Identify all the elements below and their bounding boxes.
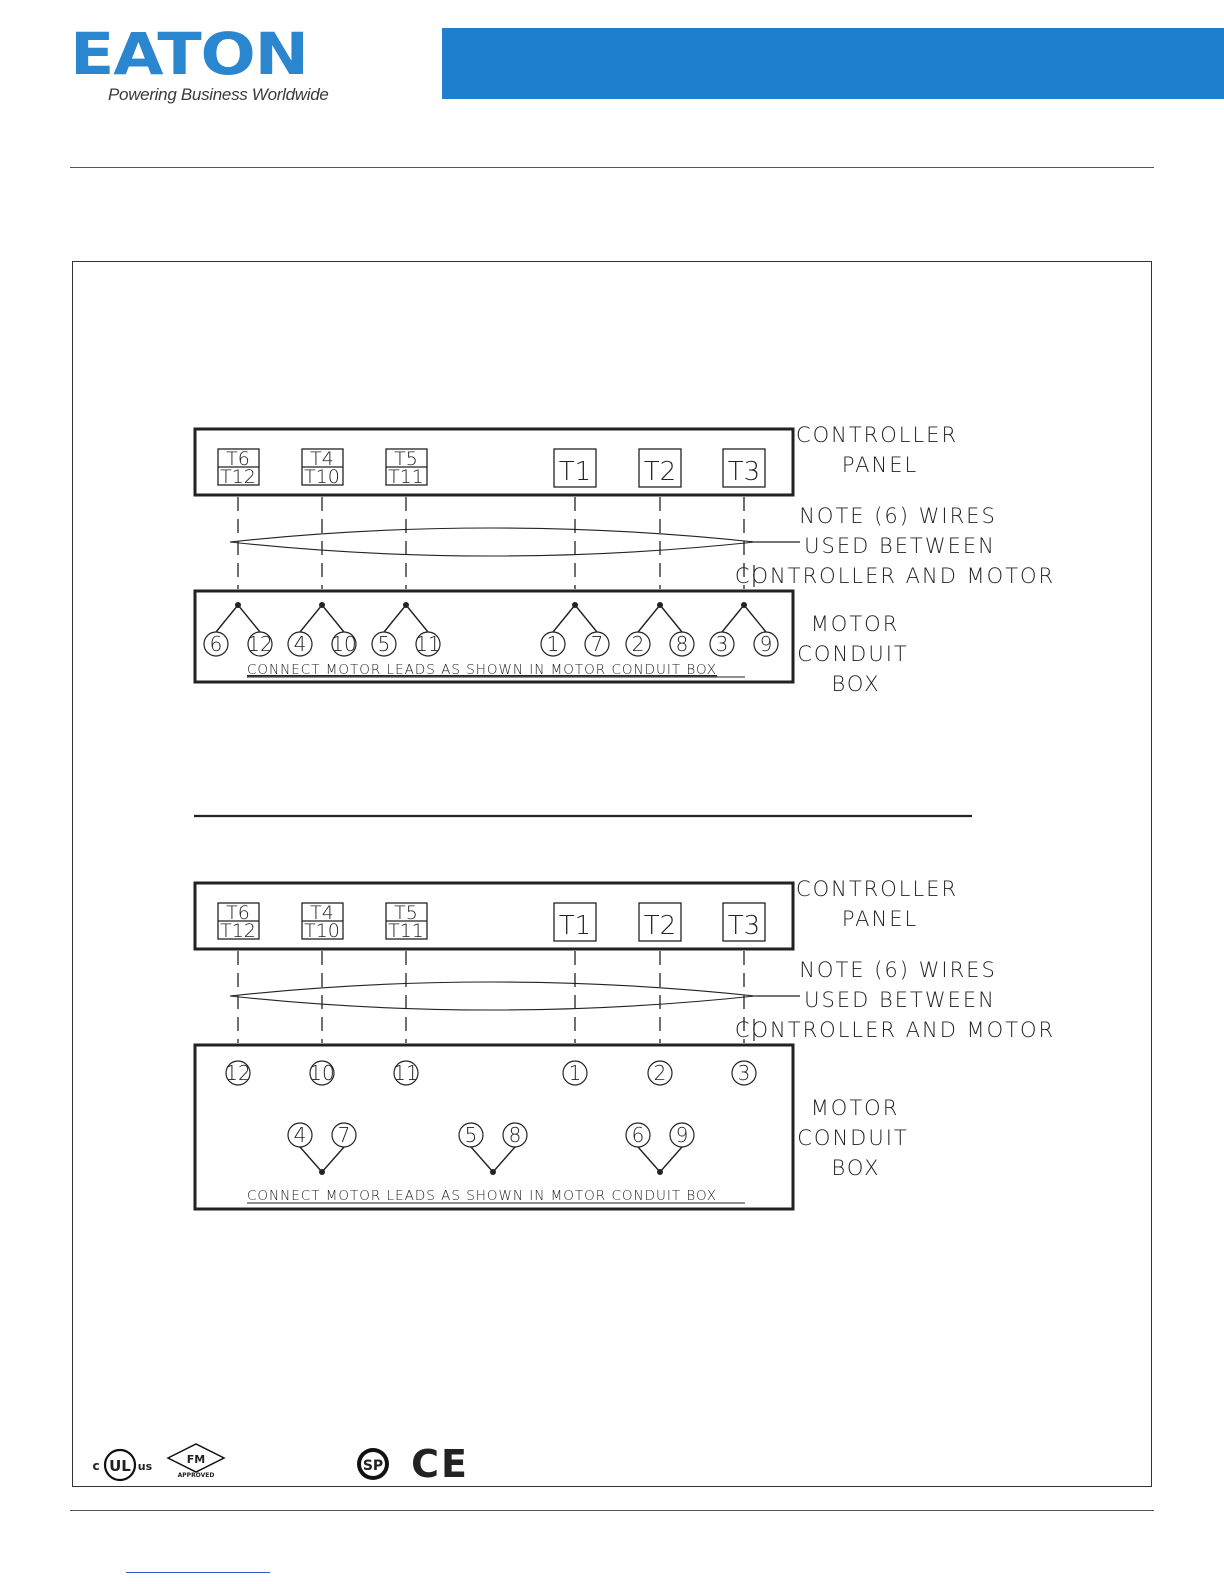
- lead-2-label: 2: [653, 1061, 667, 1085]
- lead-join: [300, 1147, 322, 1172]
- panel-label: PANEL: [841, 907, 919, 931]
- conduit-label: CONDUIT: [797, 1126, 909, 1150]
- lead-5-label: 5: [464, 1123, 478, 1147]
- note-label: USED BETWEEN: [804, 534, 996, 558]
- terminal-t1: T1: [558, 457, 592, 487]
- terminal-t11: T11: [388, 920, 424, 942]
- motor-conduit-box: [195, 1045, 793, 1209]
- ce-mark: CE: [411, 1442, 469, 1486]
- certification-marks: [92, 1442, 468, 1486]
- terminal-t2: T2: [643, 457, 677, 487]
- terminal-t10: T10: [304, 920, 340, 942]
- lead-12-label: 12: [225, 1061, 251, 1085]
- connect-instruction: CONNECT MOTOR LEADS AS SHOWN IN MOTOR CONDUIT BOX: [247, 662, 718, 678]
- lead-branch: [575, 605, 597, 632]
- cable-bundle: [230, 982, 755, 1010]
- fm-approved-text: APPROVED: [177, 1472, 215, 1479]
- lead-12-label: 12: [247, 632, 273, 656]
- lead-branch: [722, 605, 744, 632]
- lead-branch: [744, 605, 766, 632]
- csa-letters: SP: [362, 1458, 384, 1474]
- fm-letters: FM: [186, 1453, 206, 1466]
- terminal-t11: T11: [388, 466, 424, 488]
- junction-dot: [657, 1169, 663, 1175]
- terminal-t1: T1: [558, 911, 592, 941]
- lead-6-label: 6: [631, 1123, 645, 1147]
- motor-label: MOTOR: [810, 612, 900, 636]
- lead-9-label: 9: [759, 632, 773, 656]
- controller-label: CONTROLLER: [795, 877, 959, 901]
- lead-8-label: 8: [675, 632, 689, 656]
- lead-7-label: 7: [337, 1123, 351, 1147]
- diagram-2: [195, 877, 1055, 1209]
- cul-c-letter: c: [92, 1459, 100, 1473]
- lead-branch: [238, 605, 260, 632]
- lead-5-label: 5: [377, 632, 391, 656]
- terminal-t10: T10: [304, 466, 340, 488]
- cable-bundle: [230, 528, 755, 556]
- cul-us-letters: us: [137, 1460, 153, 1473]
- lead-join: [493, 1147, 515, 1172]
- junction-dot: [319, 1169, 325, 1175]
- terminal-t12: T12: [220, 466, 256, 488]
- lead-branch: [384, 605, 406, 632]
- lead-3-label: 3: [715, 632, 729, 656]
- lead-10-label: 10: [331, 632, 357, 656]
- note-label: CONTROLLER AND MOTOR: [734, 1018, 1056, 1042]
- lead-branch: [638, 605, 660, 632]
- ul-letters: UL: [109, 1457, 131, 1475]
- conduit-label: CONDUIT: [797, 642, 909, 666]
- note-label: NOTE (6) WIRES: [799, 504, 997, 528]
- controller-label: CONTROLLER: [795, 423, 959, 447]
- note-label: CONTROLLER AND MOTOR: [734, 564, 1056, 588]
- lead-branch: [300, 605, 322, 632]
- lead-4-label: 4: [293, 632, 307, 656]
- logo-tagline: Powering Business Worldwide: [108, 85, 329, 104]
- terminal-t5: T5: [394, 448, 418, 470]
- motor-label: MOTOR: [810, 1096, 900, 1120]
- terminal-t4: T4: [310, 448, 334, 470]
- lead-branch: [406, 605, 428, 632]
- lead-join: [660, 1147, 682, 1172]
- terminal-t6: T6: [226, 448, 250, 470]
- lead-8-label: 8: [508, 1123, 522, 1147]
- lead-2-label: 2: [631, 632, 645, 656]
- lead-join: [638, 1147, 660, 1172]
- terminal-t3: T3: [727, 457, 761, 487]
- lead-1-label: 1: [546, 632, 560, 656]
- lead-branch: [216, 605, 238, 632]
- controller-panel-box: [195, 429, 793, 495]
- lead-1-label: 1: [568, 1061, 582, 1085]
- terminal-t5: T5: [394, 902, 418, 924]
- box-label: BOX: [831, 1156, 881, 1180]
- terminal-t4: T4: [310, 902, 334, 924]
- controller-panel-box: [195, 883, 793, 949]
- connect-instruction: CONNECT MOTOR LEADS AS SHOWN IN MOTOR CONDUIT BOX: [247, 1188, 718, 1204]
- lead-join: [471, 1147, 493, 1172]
- lead-10-label: 10: [309, 1061, 335, 1085]
- lead-11-label: 11: [415, 632, 441, 656]
- terminal-t12: T12: [220, 920, 256, 942]
- diagram-1: [195, 423, 1055, 696]
- junction-dot: [490, 1169, 496, 1175]
- lead-9-label: 9: [675, 1123, 689, 1147]
- panel-label: PANEL: [841, 453, 919, 477]
- lead-7-label: 7: [590, 632, 604, 656]
- lead-11-label: 11: [393, 1061, 419, 1085]
- lead-branch: [553, 605, 575, 632]
- note-label: USED BETWEEN: [804, 988, 996, 1012]
- lead-join: [322, 1147, 344, 1172]
- note-label: NOTE (6) WIRES: [799, 958, 997, 982]
- lead-branch: [322, 605, 344, 632]
- terminal-t3: T3: [727, 911, 761, 941]
- lead-3-label: 3: [737, 1061, 751, 1085]
- box-label: BOX: [831, 672, 881, 696]
- logo-wordmark: EATON: [70, 20, 308, 88]
- lead-4-label: 4: [293, 1123, 307, 1147]
- lead-branch: [660, 605, 682, 632]
- lead-6-label: 6: [209, 632, 223, 656]
- terminal-t6: T6: [226, 902, 250, 924]
- terminal-t2: T2: [643, 911, 677, 941]
